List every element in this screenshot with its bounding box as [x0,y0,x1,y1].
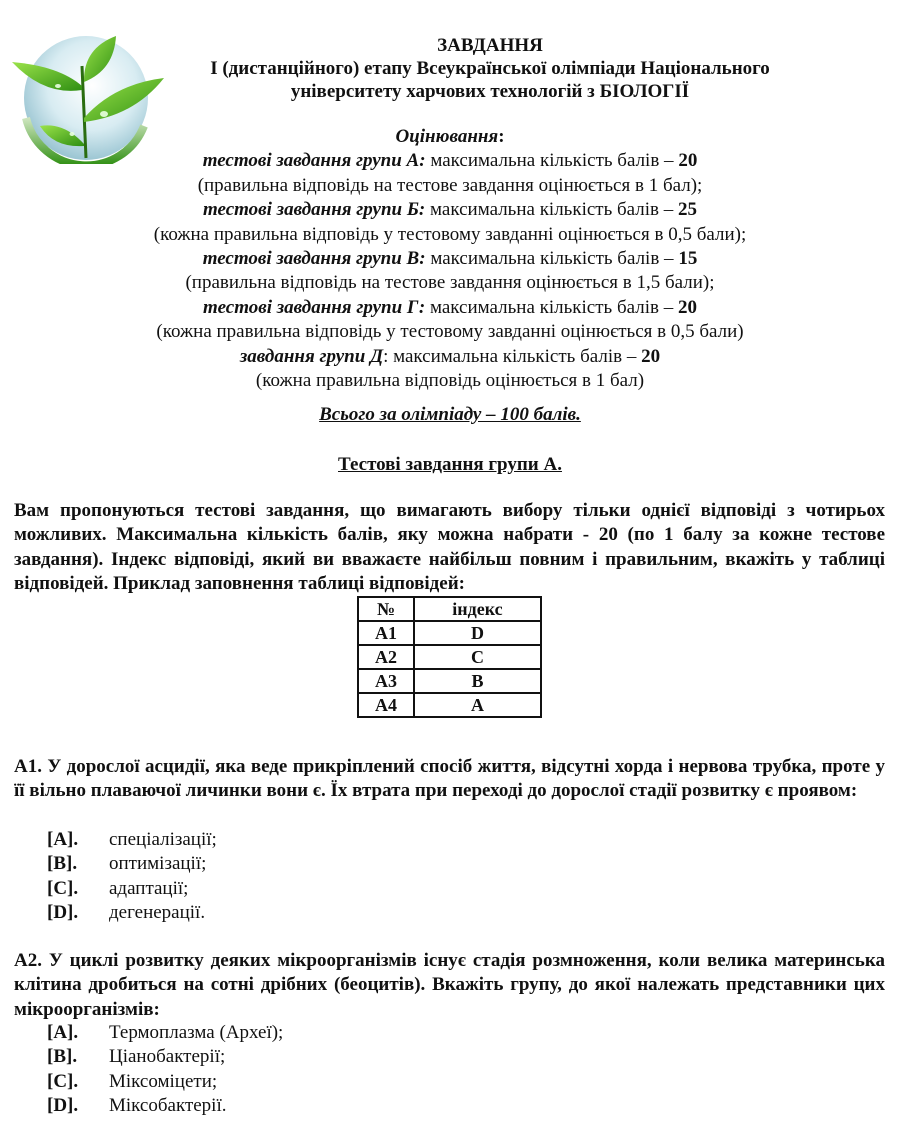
column-header-number: № [358,597,414,621]
option-a [47,1021,283,1045]
total-score: Всього за олімпіаду – 100 балів. [319,404,581,425]
cell-number: А2 [358,645,414,669]
cell-number: А4 [358,693,414,717]
scoring-heading-colon: : [498,126,505,147]
group-text: максимальна кількість балів – [425,199,679,221]
section-title: Тестові завдання групи А. [338,454,562,475]
cell-index: B [414,669,541,693]
document-header [90,34,890,103]
table-row [358,645,541,669]
scoring-group-b [0,198,900,222]
option-text: спеціалізації; [109,829,217,850]
option-text: адаптації; [109,877,189,899]
group-text: максимальна кількість балів – [425,248,679,270]
cell-number: А1 [358,621,414,645]
option-c [47,1070,283,1094]
section-intro: Вам пропонуються тестові завдання, що вимагають вибору тільки однієї відповіді з чотирьох можливих. Максимальна кількість балів, яку можна набрати - 20 (по 1 балу за кожне тестове завдання). Індекс відповіді, який ви вважаєте найбільш повним і правильним, вкажіть у таблиці відповідей. Приклад заповнення таблиці відповідей: [14,500,885,594]
option-b [47,1045,283,1069]
group-max: 25 [678,199,698,221]
group-note: (кожна правильна відповідь оцінюється в 1 бал) [255,370,645,392]
cell-index: A [414,693,541,717]
group-note: (правильна відповідь на тестове завдання оцінюється в 1,5 бали); [185,272,715,294]
option-d [47,901,217,925]
question-a2-text: А2. У циклі розвитку деяких мікроорганізмів існує стадія розмноження, коли велика материнська клітина дробиться на сотні дрібних (беоцитів). Вкажіть групу, до якої належать представники цих мікроорганізмів: [14,950,885,1020]
cell-number: А3 [358,669,414,693]
cell-index: C [414,645,541,669]
option-marker: [A]. [47,829,79,850]
scoring-group-g [0,296,900,320]
group-label: тестові завдання групи В: [202,248,426,270]
option-d [47,1094,283,1118]
group-max: 20 [677,296,697,318]
group-label: тестові завдання групи Г: [203,296,426,318]
scoring-group-a [0,149,900,173]
document-subtitle-line1: І (дистанційного) етапу Всеукраїнської олімпіади Національного [210,58,770,79]
group-label: тестові завдання групи Б: [202,199,426,221]
example-answer-table [357,596,542,718]
option-text: оптимізації; [109,853,207,875]
option-text: Ціанобактерії; [109,1046,226,1068]
scoring-group-v [0,247,900,271]
table-header-row [358,597,541,621]
option-a [47,828,217,852]
scoring-section [0,125,900,393]
question-a1-text: А1. У дорослої асцидії, яка веде прикріплений спосіб життя, відсутні хорда і нервова трубка, проте у її вільно плаваючої личинки вони є. Їх втрата при переході до дорослої стадії розвитку є проявом: [14,756,885,802]
option-marker: [D]. [47,1094,79,1116]
option-marker: [B]. [47,1046,78,1068]
column-header-index: індекс [414,597,541,621]
document-subtitle-line2: університету харчових технологій з БІОЛОГІЇ [290,81,690,102]
scoring-group-d [0,345,900,369]
option-marker: [C]. [47,1070,79,1092]
option-text: дегенерації. [109,901,206,923]
table-row [358,693,541,717]
group-max: 20 [678,150,698,172]
question-a2-options [47,1021,283,1118]
document-title: ЗАВДАННЯ [437,35,543,56]
table-row [358,621,541,645]
option-marker: [D]. [47,901,79,923]
cell-index: D [414,621,541,645]
option-text: Термоплазма (Археї); [109,1022,284,1043]
scoring-heading: Оцінювання [395,126,499,147]
group-note: (кожна правильна відповідь у тестовому завданні оцінюється в 0,5 бали) [156,321,744,343]
group-note: (кожна правильна відповідь у тестовому завданні оцінюється в 0,5 бали); [153,223,747,245]
table-row [358,669,541,693]
option-marker: [A]. [47,1022,79,1043]
option-text: Міксоміцети; [109,1070,218,1092]
question-a1-options [47,828,217,925]
group-note: (правильна відповідь на тестове завдання оцінюється в 1 бал); [197,174,703,196]
group-text: максимальна кількість балів – [425,150,679,172]
group-max: 15 [678,248,698,270]
group-text: : максимальна кількість балів – [383,345,642,367]
group-max: 20 [641,345,661,367]
option-marker: [C]. [47,877,79,899]
option-marker: [B]. [47,853,78,875]
group-label: тестові завдання групи А: [202,150,426,172]
group-text: максимальна кількість балів – [425,296,678,318]
option-c [47,877,217,901]
group-label: завдання групи Д [239,345,384,367]
option-text: Міксобактерії. [109,1094,227,1116]
option-b [47,852,217,876]
